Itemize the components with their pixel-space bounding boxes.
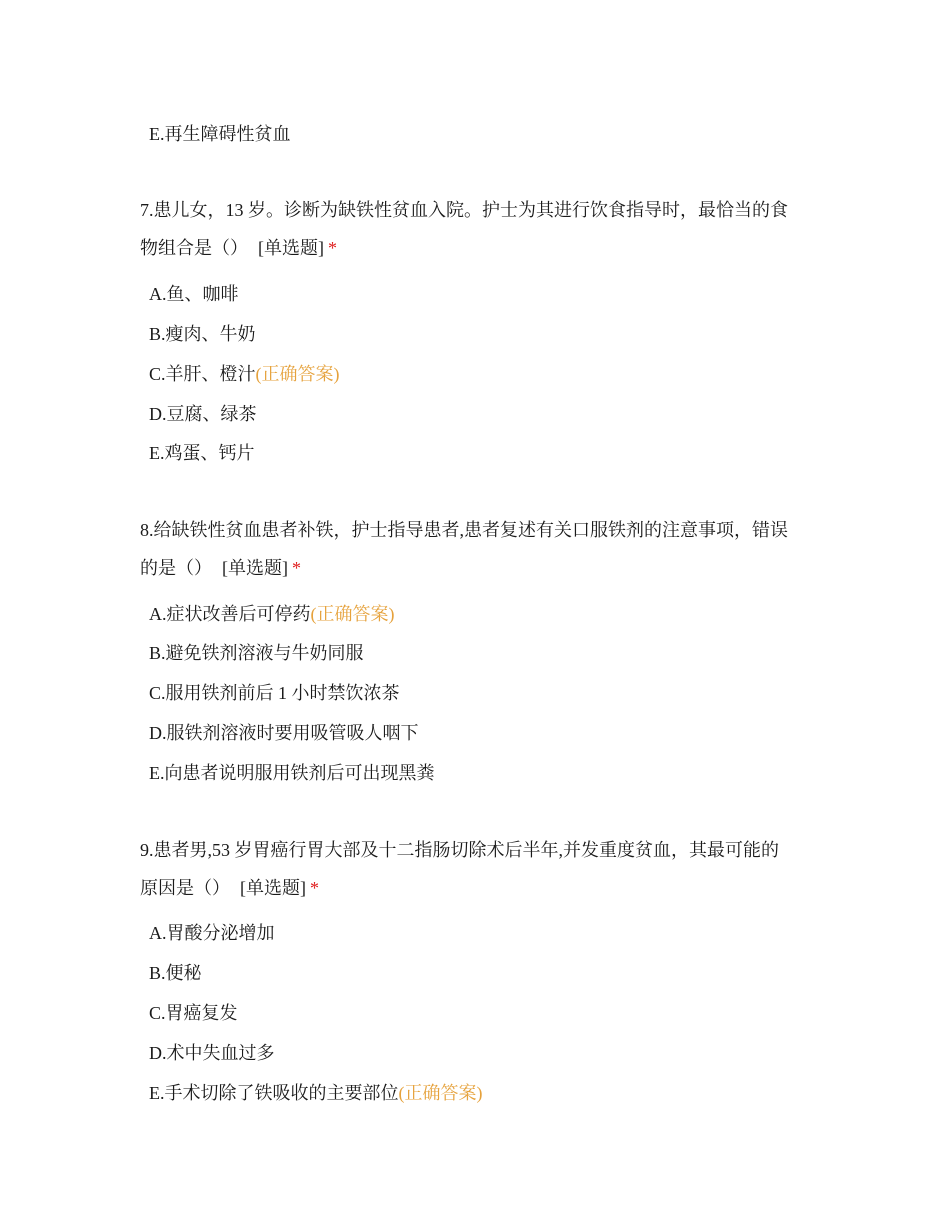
option-item [149, 962, 202, 984]
option-text: E.再生障碍性贫血 [149, 124, 291, 144]
option-text: A.症状改善后可停药 [149, 604, 311, 624]
option-item [149, 682, 400, 704]
option-text: B.避免铁剂溶液与牛奶同服 [149, 643, 364, 663]
required-asterisk: * [310, 878, 319, 898]
option-text: C.羊肝、橙汁 [149, 364, 256, 384]
option-item [149, 722, 419, 744]
option-text: E.向患者说明服用铁剂后可出现黑粪 [149, 763, 435, 783]
option-text: A.鱼、咖啡 [149, 284, 239, 304]
option-item [149, 603, 395, 625]
option-text: D.豆腐、绿茶 [149, 404, 257, 424]
question-title-line2 [140, 237, 337, 259]
option-text: C.胃癌复发 [149, 1003, 238, 1023]
option-text: B.瘦肉、牛奶 [149, 324, 256, 344]
option-text: C.服用铁剂前后 1 小时禁饮浓茶 [149, 683, 400, 703]
question-title-text: 原因是（） [140, 878, 230, 898]
correct-answer-label: (正确答案) [398, 1083, 483, 1103]
option-item [149, 642, 364, 664]
option-text: E.手术切除了铁吸收的主要部位 [149, 1083, 399, 1103]
option-item [149, 1082, 483, 1104]
option-item [149, 1042, 275, 1064]
required-asterisk: * [292, 558, 301, 578]
option-item [149, 323, 256, 345]
option-item [149, 922, 275, 944]
option-item [149, 123, 291, 145]
question-title-line2 [140, 877, 319, 899]
question-title-text: 的是（） [140, 558, 212, 578]
question-type-tag: [单选题] [240, 878, 306, 898]
option-item [149, 403, 257, 425]
question-title-line1: 8.给缺铁性贫血患者补铁，护士指导患者,患者复述有关口服铁剂的注意事项，错误 [140, 520, 788, 540]
option-item [149, 442, 255, 464]
option-text: D.服铁剂溶液时要用吸管吸人咽下 [149, 723, 419, 743]
question-title-text: 物组合是（） [140, 238, 248, 258]
question-title-line1: 7.患儿女，13 岁。诊断为缺铁性贫血入院。护士为其进行饮食指导时，最恰当的食 [140, 200, 788, 220]
option-item [149, 762, 435, 784]
question-type-tag: [单选题] [222, 558, 288, 578]
option-text: E.鸡蛋、钙片 [149, 443, 255, 463]
question-title-line2 [140, 557, 301, 579]
option-text: D.术中失血过多 [149, 1043, 275, 1063]
option-item [149, 1002, 238, 1024]
option-item [149, 363, 340, 385]
option-text: B.便秘 [149, 963, 202, 983]
correct-answer-label: (正确答案) [310, 604, 395, 624]
question-type-tag: [单选题] [258, 238, 324, 258]
option-text: A.胃酸分泌增加 [149, 923, 275, 943]
question-title-line1: 9.患者男,53 岁胃癌行胃大部及十二指肠切除术后半年,并发重度贫血，其最可能的 [140, 840, 779, 860]
required-asterisk: * [328, 238, 337, 258]
correct-answer-label: (正确答案) [255, 364, 340, 384]
option-item [149, 283, 239, 305]
